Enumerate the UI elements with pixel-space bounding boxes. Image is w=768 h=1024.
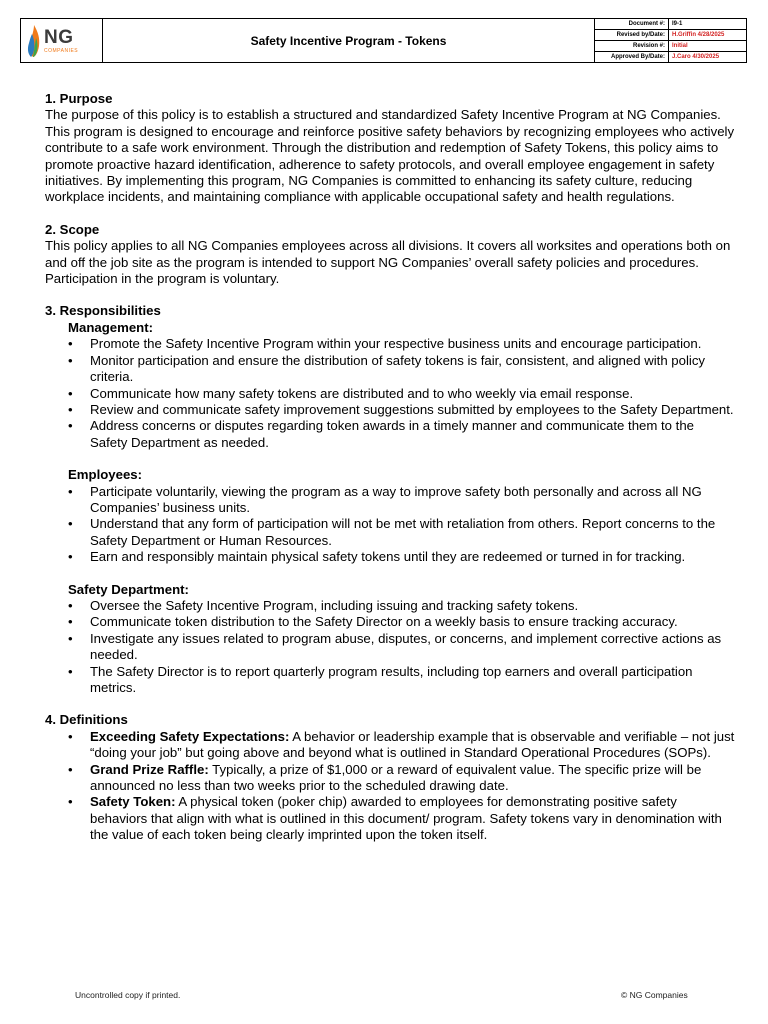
definition-term: Grand Prize Raffle: — [90, 761, 209, 777]
purpose-heading: 1. Purpose — [45, 91, 113, 106]
footer-disclaimer: Uncontrolled copy if printed. — [75, 990, 181, 1000]
management-list — [45, 336, 735, 451]
safety-department-label: Safety Department: — [68, 581, 189, 597]
employees-list — [45, 484, 735, 566]
meta-row — [595, 30, 746, 41]
flame-logo-icon — [27, 24, 41, 58]
meta-label: Document #: — [595, 19, 669, 29]
document-meta-table — [594, 19, 746, 62]
list-item: • Communicate token distribution to the Safety Director on a weekly basis to ensure tracking accuracy. — [45, 614, 735, 630]
list-item: • Participate voluntarily, viewing the program as a way to improve safety both personally and across all NG Companies’ business units. — [45, 484, 735, 517]
company-logo — [21, 19, 103, 62]
list-item: • Investigate any issues related to program abuse, disputes, or concerns, and implement corrective actions as needed. — [45, 631, 735, 664]
definitions-list — [45, 729, 735, 844]
definition-text: A behavior or leadership example that is observable and verifiable – not just “doing your job” but going above and beyond what is outlined in Standard Operational Procedures (SOPs). — [90, 728, 735, 761]
definitions-section — [45, 712, 735, 843]
meta-row — [595, 19, 746, 30]
list-item: • Earn and responsibly maintain physical safety tokens until they are redeemed or turned in for tracking. — [45, 549, 735, 565]
employees-label: Employees: — [68, 467, 143, 483]
logo-subtext: COMPANIES — [44, 47, 79, 54]
logo-wordmark: NG — [44, 26, 74, 48]
list-item: • Communicate how many safety tokens are distributed and to who weekly via email response. — [45, 386, 735, 402]
safety-department-list — [45, 598, 735, 696]
meta-row — [595, 52, 746, 62]
meta-label: Revision #: — [595, 41, 669, 51]
definition-term: Exceeding Safety Expectations: — [90, 728, 290, 744]
definition-item — [45, 794, 735, 843]
responsibilities-heading: 3. Responsibilities — [45, 303, 161, 319]
meta-label: Revised by/Date: — [595, 30, 669, 40]
meta-value: Initial — [672, 43, 688, 49]
scope-heading: 2. Scope — [45, 221, 100, 237]
list-item: • Address concerns or disputes regarding token awards in a timely manner and communicate them to the Safety Department as needed. — [45, 418, 735, 451]
meta-value: J.Caro 4/30/2025 — [672, 54, 720, 60]
list-item: • Monitor participation and ensure the distribution of safety tokens is fair, consistent, and aligned with policy criteria. — [45, 353, 735, 386]
meta-value: H.Griffin 4/28/2025 — [672, 32, 725, 38]
document-body — [45, 91, 735, 844]
meta-label: Approved By/Date: — [595, 52, 669, 62]
meta-row — [595, 41, 746, 52]
management-group — [45, 320, 735, 451]
definition-text: Typically, a prize of $1,000 or a reward of equivalent value. The specific prize will be announced no less than two weeks prior to the scheduled drawing date. — [90, 761, 702, 794]
list-item: • The Safety Director is to report quarterly program results, including top earners and overall participation metrics. — [45, 664, 735, 697]
definition-item — [45, 729, 735, 762]
scope-text: This policy applies to all NG Companies employees across all divisions. It covers all worksites and operations both on and off the job site as the program is intended to support NG Companies’ overall safety policies and procedures. Participation in the program is voluntary. — [45, 238, 731, 287]
definitions-heading: 4. Definitions — [45, 712, 128, 728]
meta-value: I9-1 — [672, 21, 683, 27]
definition-item — [45, 762, 735, 795]
definition-text: A physical token (poker chip) awarded to employees for demonstrating positive safety behaviors that align with what is outlined in this document/ program. Safety tokens vary in denomination with the value of each token being clearly imprinted upon the token itself. — [90, 794, 722, 843]
purpose-text: The purpose of this policy is to establish a structured and standardized Safety Incentive Program at NG Companies. This program is designed to encourage and reinforce positive safety behaviors by recognizing employees who actively contribute to a safe work environment. Through the distribution and redemption of Safety Tokens, this policy aims to promote proactive hazard identification, adherence to safety protocols, and overall employee engagement in safety initiatives. By implementing this program, NG Companies is committed to enhancing its safety culture, reducing workplace incidents, and maintaining compliance with applicable occupational safety and health regulations. — [45, 107, 735, 205]
list-item: • Understand that any form of participation will not be met with retaliation from others. Report concerns to the Safety Department or Human Resources. — [45, 516, 735, 549]
purpose-section — [45, 91, 735, 206]
list-item: • Oversee the Safety Incentive Program, including issuing and tracking safety tokens. — [45, 598, 735, 614]
document-header — [20, 18, 747, 63]
footer-copyright: © NG Companies — [621, 990, 688, 1000]
management-label: Management: — [68, 319, 153, 335]
list-item: • Promote the Safety Incentive Program within your respective business units and encourage participation. — [45, 336, 735, 352]
scope-section — [45, 222, 735, 288]
definition-term: Safety Token: — [90, 794, 176, 810]
responsibilities-section — [45, 303, 735, 696]
employees-group — [45, 467, 735, 565]
list-item: • Review and communicate safety improvement suggestions submitted by employees to the Safety Department. — [45, 402, 735, 418]
document-title: Safety Incentive Program - Tokens — [250, 33, 447, 48]
safety-department-group — [45, 582, 735, 697]
